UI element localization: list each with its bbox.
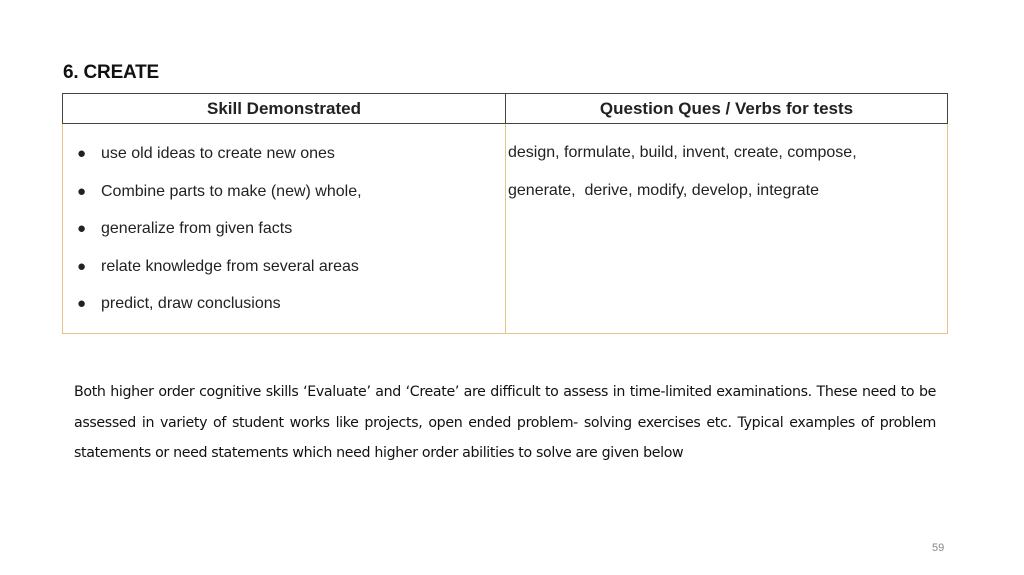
skill-text: relate knowledge from several areas xyxy=(101,257,359,275)
verbs-line: generate, derive, modify, develop, integrate xyxy=(508,181,819,199)
skills-table xyxy=(62,93,948,334)
skill-text: predict, draw conclusions xyxy=(101,295,281,313)
skills-cell xyxy=(63,124,506,334)
list-item xyxy=(77,220,505,258)
verbs-cell xyxy=(506,124,948,334)
skill-text: generalize from given facts xyxy=(101,220,293,238)
body-paragraph: Both higher order cognitive skills ‘Evaluate’ and ‘Create’ are difficult to assess in time-limited examinations. These need to be assessed in variety of student works like projects, open ended problem- solving exercises etc. Typical examples of problem statements or need statements which need higher order abilities to solve are given below xyxy=(74,384,936,462)
list-item xyxy=(77,183,505,221)
bullet-icon: ● xyxy=(77,257,87,275)
skill-text: Combine parts to make (new) whole, xyxy=(101,182,362,200)
bullet-icon: ● xyxy=(77,220,87,238)
skills-list xyxy=(63,124,505,333)
bullet-icon: ● xyxy=(77,145,87,162)
bullet-icon: ● xyxy=(77,295,87,313)
bullet-icon: ● xyxy=(77,182,87,200)
list-item xyxy=(77,145,505,183)
verbs-line: design, formulate, build, invent, create, compose, xyxy=(508,144,857,161)
page-number: 59 xyxy=(932,542,945,554)
header-skill-demonstrated: Skill Demonstrated xyxy=(63,94,506,124)
verbs-text xyxy=(506,114,947,209)
table-row xyxy=(63,124,948,334)
skill-text: use old ideas to create new ones xyxy=(101,145,335,162)
section-heading: 6. CREATE xyxy=(63,62,160,83)
list-item xyxy=(77,295,505,333)
list-item xyxy=(77,258,505,296)
header-question-verbs: Question Ques / Verbs for tests xyxy=(506,94,948,124)
